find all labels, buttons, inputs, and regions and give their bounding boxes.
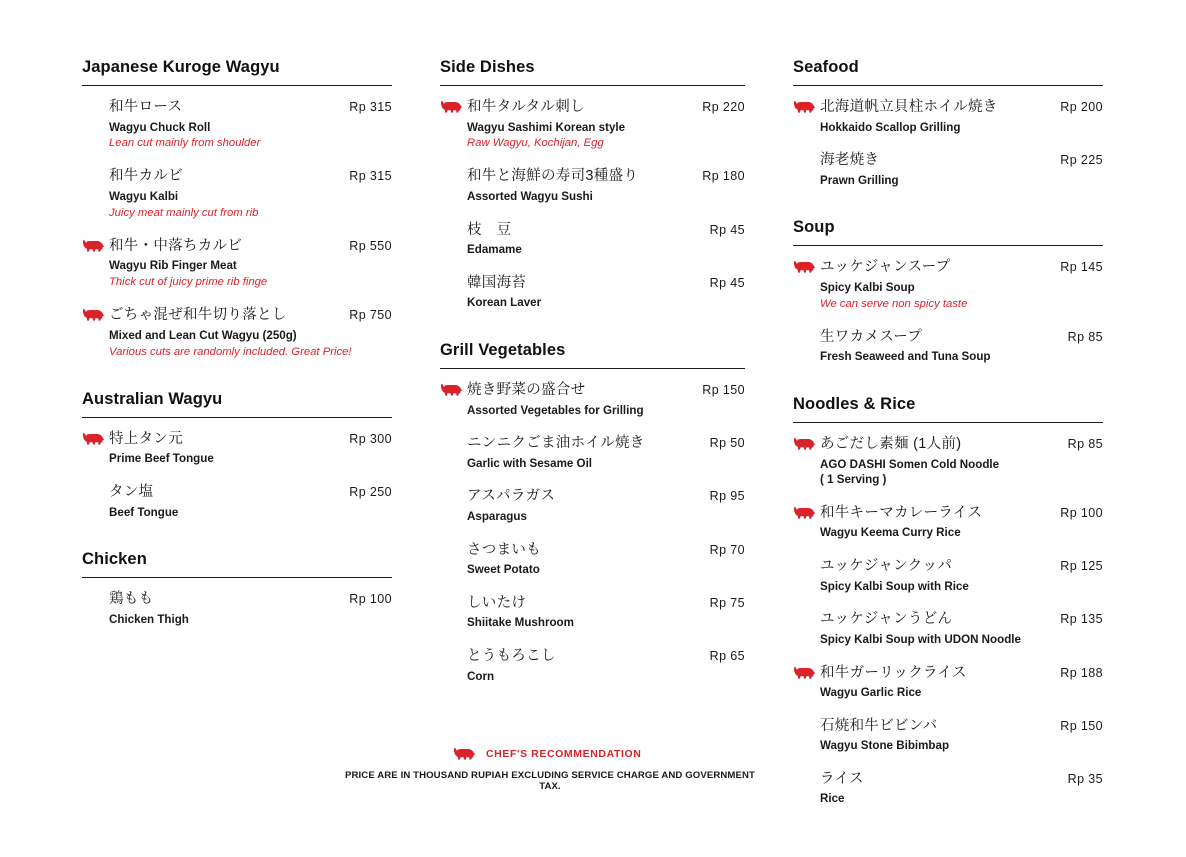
menu-item-row [109,98,392,118]
menu-section [440,58,745,311]
cow-icon [793,437,815,450]
menu-item-name-jp: しいたけ [467,594,527,611]
menu-item-price: Rp 150 [1060,718,1103,733]
menu-item-price: Rp 100 [349,592,392,607]
menu-item-name-en: Corn [467,669,495,683]
menu-item-row [109,483,392,503]
menu-item-name-jp: タン塩 [109,484,154,501]
menu-item [793,557,1103,594]
menu-item-name-jp: とうもろこし [467,648,556,665]
menu-item-price: Rp 125 [1060,559,1103,574]
menu-item-name-jp: 和牛カルビ [109,168,183,185]
menu-item-row [109,167,392,187]
menu-item-name-en: Spicy Kalbi Soup [820,280,915,294]
menu-item-name-en: Wagyu Stone Bibimbap [820,739,950,753]
menu-item [793,504,1103,541]
menu-item-row [467,274,745,294]
menu-item-name-jp: ユッケジャンスープ [820,259,951,276]
menu-item-name-en: Spicy Kalbi Soup with Rice [820,579,969,593]
menu-item-row [820,610,1103,630]
menu-item-row [467,647,745,667]
cow-icon [793,260,815,273]
menu-item [440,434,745,471]
menu-item-price: Rp 220 [702,100,745,114]
menu-item-note: Lean cut mainly from shoulder [109,137,261,150]
menu-item-name-en: Edamame [467,243,522,257]
menu-column-3 [793,58,1103,837]
menu-item-name-en: Mixed and Lean Cut Wagyu (250g) [109,328,297,342]
chefs-recommendation-legend [387,745,707,763]
chefs-recommendation-label: CHEF'S RECOMMENDATION [485,747,642,760]
menu-item-row [820,557,1103,577]
menu-item-name-jp: 和牛と海鮮の寿司3種盛り [467,168,639,185]
menu-item-price: Rp 35 [1067,771,1103,786]
menu-item-row [820,258,1103,278]
menu-item-name-jp: 石焼和牛ビビンバ [820,717,938,734]
section-title: Australian Wagyu [82,390,392,418]
menu-item-note: We can serve non spicy taste [820,297,968,310]
menu-item [793,717,1103,754]
menu-item [793,610,1103,647]
menu-item [440,541,745,578]
menu-item-name-jp: 和牛・中落ちカルビ [109,237,243,254]
menu-item-name-jp: 生ワカメスープ [820,328,923,345]
menu-item-row [820,328,1103,348]
menu-section [82,58,392,360]
menu-item-name-jp: 枝 豆 [467,221,512,238]
section-title: Side Dishes [440,58,745,86]
menu-item-price: Rp 65 [709,649,745,664]
menu-item-name-jp: 鶏もも [109,591,154,608]
menu-item-note: Juicy meat mainly cut from rib [109,206,259,219]
menu-item [440,487,745,524]
menu-item-name-jp: 和牛ガーリックライス [820,664,967,681]
menu-item-price: Rp 750 [349,308,392,323]
menu-item-name-en: Asparagus [467,510,527,524]
menu-item-name-en: AGO DASHI Somen Cold Noodle ( 1 Serving ) [820,457,1000,487]
section-title: Chicken [82,550,392,578]
menu-item-name-jp: ごちゃ混ぜ和牛切り落とし [109,307,287,324]
menu-item-row [467,434,745,454]
menu-item-row [467,221,745,241]
menu-item-row [820,717,1103,737]
menu-item-row [467,98,745,118]
menu-item-name-en: Fresh Seaweed and Tuna Soup [820,350,991,364]
menu-item-name-jp: 和牛タルタル刺し [467,99,585,115]
menu-item [82,237,392,290]
menu-item-price: Rp 50 [709,436,745,451]
menu-item-name-en: Wagyu Sashimi Korean style [467,120,626,134]
menu-section [793,395,1103,807]
menu-item-name-en: Shiitake Mushroom [467,616,574,630]
cow-icon [453,747,475,760]
menu-item-row [467,487,745,507]
cow-icon [82,308,104,321]
menu-item-note: Thick cut of juicy prime rib finge [109,276,268,289]
menu-item-name-jp: ユッケジャンクッパ [820,558,953,575]
menu-item-price: Rp 145 [1060,260,1103,275]
menu-column-1 [82,58,392,657]
cow-icon [793,506,815,519]
menu-item-name-en: Wagyu Garlic Rice [820,686,922,700]
menu-item [440,167,745,204]
menu-item-price: Rp 45 [709,222,745,237]
menu-item-price: Rp 300 [349,431,392,446]
menu-item-name-en: Beef Tongue [109,505,179,519]
menu-item-row [820,770,1103,790]
menu-item [440,647,745,684]
menu-item-name-en: Spicy Kalbi Soup with UDON Noodle [820,632,1021,646]
menu-item-price: Rp 550 [349,238,392,253]
menu-section [793,58,1103,188]
section-title: Seafood [793,58,1103,86]
menu-item-name-en: Sweet Potato [467,563,540,577]
section-title: Grill Vegetables [440,341,745,369]
menu-item [793,98,1103,135]
cow-icon [82,432,104,445]
menu-item-name-jp: 焼き野菜の盛合せ [467,382,586,399]
menu-item-row [820,664,1103,684]
menu-item [440,594,745,631]
menu-item-price: Rp 150 [702,383,745,398]
menu-item-row [109,590,392,610]
menu-item [440,274,745,311]
menu-item [82,306,392,359]
menu-item-name-jp: 韓国海苔 [467,274,527,291]
cow-icon [440,100,462,113]
menu-item-name-jp: あごだし素麺 (1人前) [820,436,962,453]
menu-item-price: Rp 250 [349,485,392,500]
menu-item-note: Various cuts are randomly included. Great Price! [109,345,352,358]
menu-item-row [467,594,745,614]
menu-item-row [820,98,1103,118]
menu-item [82,483,392,520]
menu-item-price: Rp 70 [709,542,745,557]
menu-item-name-en: Assorted Wagyu Sushi [467,190,593,204]
cow-icon [440,383,462,396]
section-title: Japanese Kuroge Wagyu [82,58,392,86]
menu-item-name-en: Chicken Thigh [109,612,189,626]
menu-item-row [109,237,392,257]
menu-item-name-en: Hokkaido Scallop Grilling [820,120,961,134]
menu-item-row [109,430,392,450]
cow-icon [793,100,815,113]
menu-item-name-en: Prime Beef Tongue [109,452,214,466]
menu-item [793,258,1103,311]
menu-item-name-en: Wagyu Keema Curry Rice [820,526,961,540]
menu-item-name-en: Prawn Grilling [820,173,899,187]
menu-item-name-jp: 特上タン元 [109,430,183,447]
menu-item-name-en: Rice [820,792,845,806]
menu-item-name-en: Wagyu Kalbi [109,190,179,204]
menu-item-row [467,167,745,187]
menu-item-price: Rp 225 [1060,153,1103,168]
menu-item-row [820,435,1103,455]
menu-item-name-jp: ライス [820,770,864,787]
menu-item-price: Rp 315 [349,169,392,184]
menu-item-name-jp: さつまいも [467,541,541,558]
menu-item [793,328,1103,365]
menu-section [440,341,745,684]
menu-item-price: Rp 315 [349,100,392,114]
menu-section [793,218,1103,365]
menu-item-row [467,541,745,561]
menu-item-price: Rp 85 [1067,329,1103,344]
menu-item-price: Rp 180 [702,169,745,184]
menu-item [82,167,392,220]
menu-item-row [109,306,392,326]
menu-item-name-en: Assorted Vegetables for Grilling [467,403,644,417]
menu-item [82,590,392,627]
cow-icon [793,666,815,679]
tax-note: PRICE ARE IN THOUSAND RUPIAH EXCLUDING SERVICE CHARGE AND GOVERNMENT TAX. [345,770,755,792]
menu-item-price: Rp 135 [1060,612,1103,627]
menu-item [82,430,392,467]
menu-item [440,98,745,151]
menu-column-2 [440,58,745,714]
menu-item [82,98,392,151]
menu-item [793,664,1103,701]
menu-item-price: Rp 85 [1067,437,1103,452]
menu-item-name-en: Korean Laver [467,296,542,310]
menu-item [440,221,745,258]
menu-item [440,381,745,418]
menu-item-name-jp: ニンニクごま油ホイル焼き [467,435,645,452]
menu-item-name-jp: 北海道帆立貝柱ホイル焼き [820,99,998,115]
menu-item-name-en: Garlic with Sesame Oil [467,456,593,470]
menu-item-price: Rp 95 [709,489,745,504]
section-title: Noodles & Rice [793,395,1103,423]
menu-item-row [467,381,745,401]
menu-item-name-en: Wagyu Chuck Roll [109,120,211,134]
menu-columns [82,58,1108,837]
menu-item-name-jp: アスパラガス [467,488,556,505]
menu-item-name-en: Wagyu Rib Finger Meat [109,259,237,273]
menu-item-note: Raw Wagyu, Kochijan, Egg [467,137,604,150]
menu-item-name-jp: ユッケジャンうどん [820,611,953,628]
menu-item [793,151,1103,188]
menu-item-price: Rp 45 [709,275,745,290]
menu-item-price: Rp 75 [709,595,745,610]
menu-item-row [820,151,1103,171]
menu-item-price: Rp 188 [1060,665,1103,680]
menu-item-row [820,504,1103,524]
menu-item-name-jp: 海老焼き [820,152,880,169]
menu-item-name-jp: 和牛キーマカレーライス [820,504,983,521]
menu-item [793,435,1103,488]
menu-item [793,770,1103,807]
menu-item-price: Rp 100 [1060,505,1103,520]
section-title: Soup [793,218,1103,246]
menu-section [82,550,392,627]
menu-item-name-jp: 和牛ロース [109,99,183,115]
menu-item-price: Rp 200 [1060,100,1103,114]
menu-section [82,390,392,520]
cow-icon [82,239,104,252]
